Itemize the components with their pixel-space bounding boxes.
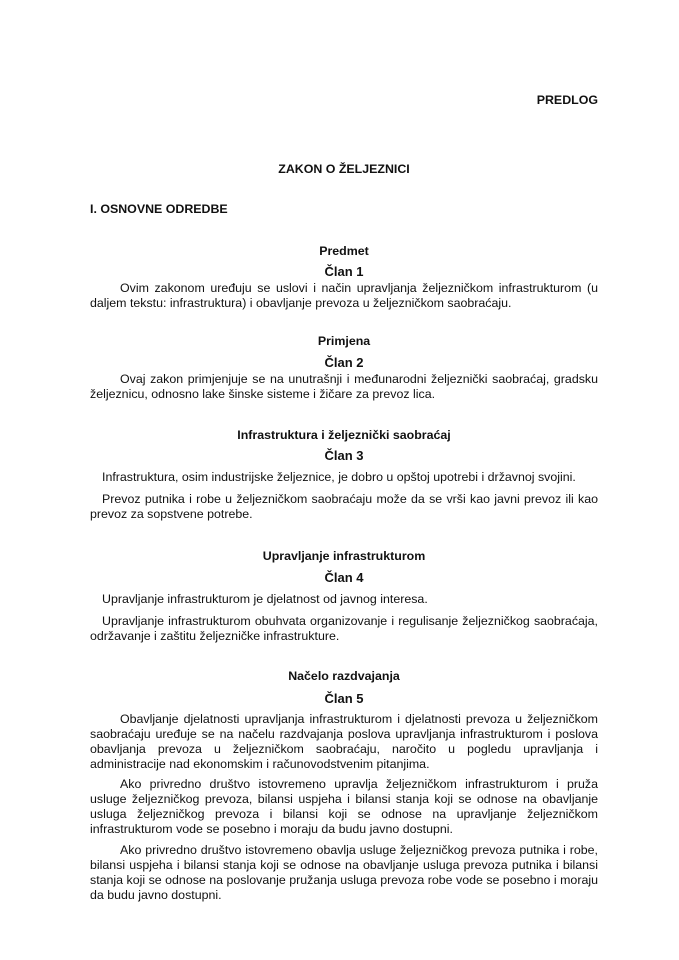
article-paragraph: Ovim zakonom uređuju se uslovi i način upravljanja željezničkom infrastrukturom (u daljem tekstu: infrastruktura) i obavljanje prevoza u željezničkom saobraćaju. xyxy=(90,281,598,310)
article-heading: Upravljanje infrastrukturom xyxy=(262,549,426,563)
document-label: PREDLOG xyxy=(536,93,598,107)
article-number: Član 3 xyxy=(324,448,364,463)
article-paragraph: Ako privredno društvo istovremeno upravlja željezničkom infrastrukturom i pruža usluge željezničkog prevoza, bilansi uspjeha i bilansi stanja koji se odnose na obavljanje usluga željezničkog prevoza i bilansi koji se odnose na upravljanje željezničkom infrastrukturom vode se posebno i moraju da budu javno dostupni. xyxy=(90,777,598,836)
article-heading: Primjena xyxy=(317,334,371,348)
section-heading: I. OSNOVNE ODREDBE xyxy=(90,202,228,216)
article-paragraph: Prevoz putnika i robe u željezničkom saobraćaju može da se vrši kao javni prevoz ili kao prevoz za sopstvene potrebe. xyxy=(90,492,598,521)
article-heading: Predmet xyxy=(319,244,369,258)
article-paragraph: Obavljanje djelatnosti upravljanja infrastrukturom i djelatnosti prevoza u željezničkom saobraćaju uređuje se na načelu razdvajanja poslova upravljanja infrastrukturom i poslova obavljanja prevoza u željezničkom saobraćaju, naročito u pogledu upravljanja i administracije nad ekonomskim i računovodstvenim pitanjima. xyxy=(90,712,598,771)
article-paragraph: Infrastruktura, osim industrijske željeznice, je dobro u opštoj upotrebi i državnoj svojini. xyxy=(102,470,576,484)
article-paragraph: Upravljanje infrastrukturom obuhvata organizovanje i regulisanje željezničkog saobraćaja, održavanje i zaštitu željezničke infrastrukture. xyxy=(90,614,598,643)
article-paragraph: Ako privredno društvo istovremeno obavlja usluge željezničkog prevoza putnika i robe, bilansi uspjeha i bilansi stanja koji se odnose na obavljanje usluga prevoza putnika i bilansi stanja koji se odnose na poslovanje pružanja usluga prevoza robe vode se posebno i moraju da budu javno dostupni. xyxy=(90,843,598,902)
article-paragraph: Upravljanje infrastrukturom je djelatnost od javnog interesa. xyxy=(102,592,428,606)
article-heading: Infrastruktura i željeznički saobraćaj xyxy=(237,428,451,442)
article-paragraph: Ovaj zakon primjenjuje se na unutrašnji i međunarodni željeznički saobraćaj, gradsku željeznicu, odnosno lake šinske sisteme i žičare za prevoz lica. xyxy=(90,372,598,401)
article-number: Član 2 xyxy=(324,355,364,370)
article-number: Član 1 xyxy=(324,264,364,279)
law-title: ZAKON O ŽELJEZNICI xyxy=(278,162,410,176)
article-heading: Načelo razdvajanja xyxy=(288,669,400,683)
article-number: Član 5 xyxy=(324,691,364,706)
article-number: Član 4 xyxy=(324,570,364,585)
